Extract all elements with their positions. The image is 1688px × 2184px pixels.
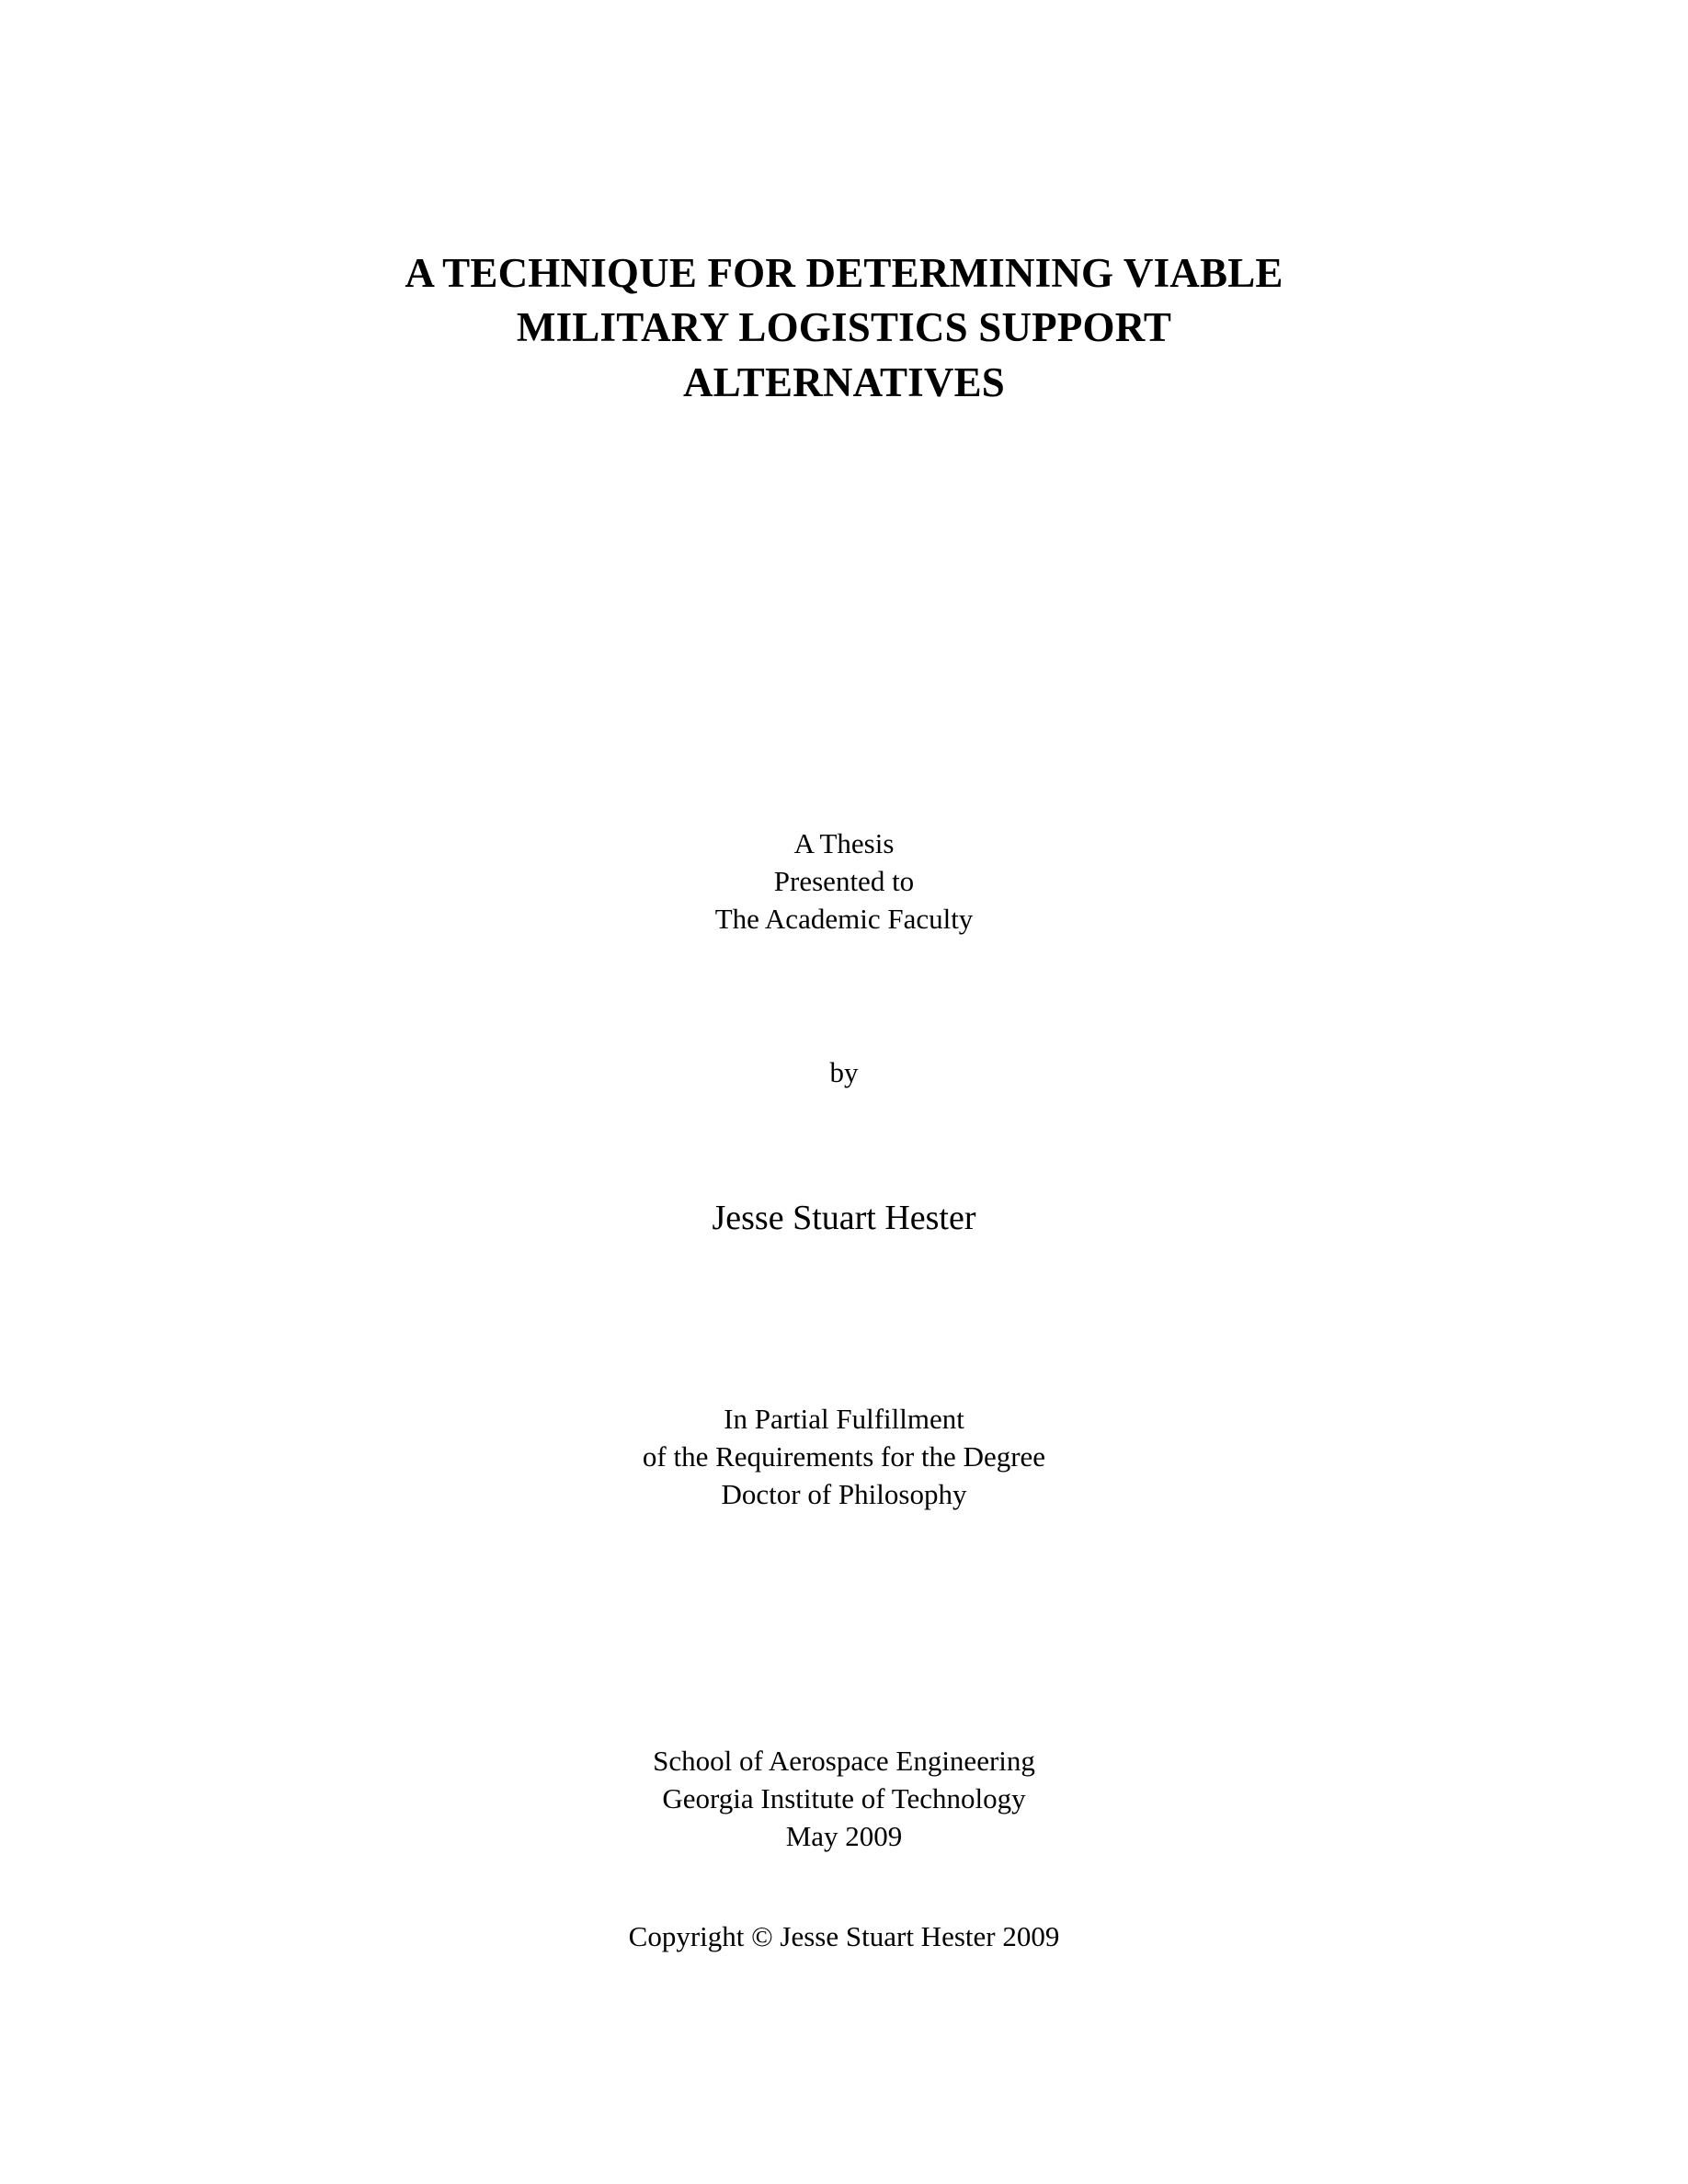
page-title [219,246,1469,410]
institution-name: Georgia Institute of Technology [662,1782,1026,1815]
by-block [292,1053,1396,1091]
school-block [292,1742,1396,1856]
degree-line-1: In Partial Fulfillment [724,1403,964,1435]
title-line-1: A TECHNIQUE FOR DETERMINING VIABLE [405,250,1283,296]
title-line-3: ALTERNATIVES [682,358,1006,405]
author-block [292,1195,1396,1242]
degree-block [292,1400,1396,1514]
presented-to-label: Presented to [773,865,915,898]
school-name: School of Aerospace Engineering [653,1745,1035,1777]
presented-to-block [292,825,1396,938]
degree-line-3: Doctor of Philosophy [721,1478,967,1511]
title-line-2: MILITARY LOGISTICS SUPPORT [516,304,1172,351]
publication-date: May 2009 [785,1820,903,1853]
thesis-label: A Thesis [793,827,895,859]
copyright-notice: Copyright © Jesse Stuart Hester 2009 [628,1920,1060,1952]
copyright-block [292,1917,1396,1955]
academic-faculty-label: The Academic Faculty [714,903,974,936]
author-name: Jesse Stuart Hester [712,1199,976,1237]
by-label: by [829,1056,859,1088]
degree-line-2: of the Requirements for the Degree [642,1440,1046,1473]
